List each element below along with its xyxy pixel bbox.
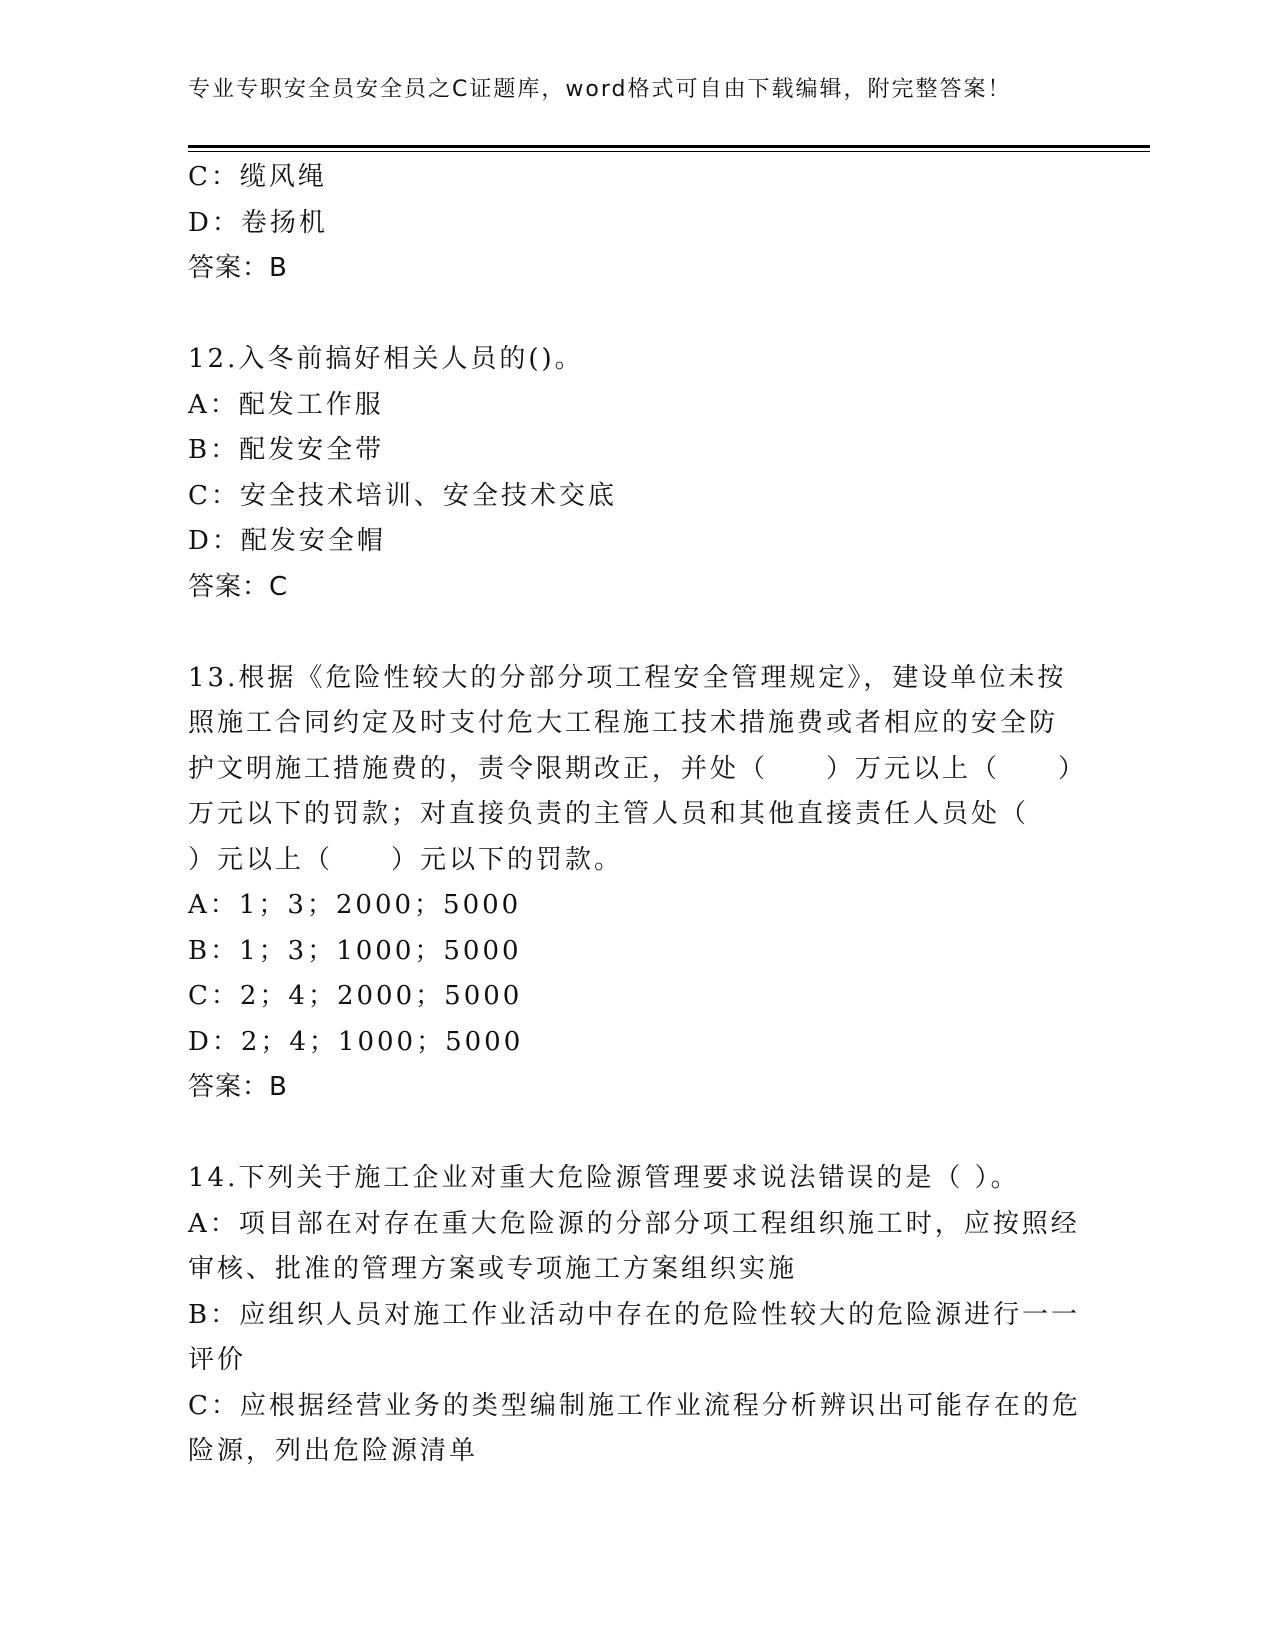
q13-option-c: C：2；4；2000；5000: [188, 981, 523, 1011]
q13-option-b: B：1；3；1000；5000: [188, 935, 522, 966]
q12-option-a: A：配发工作服: [188, 389, 384, 420]
header-rule-thin: [188, 151, 1150, 152]
q13-question-line-2: 照施工合同约定及时支付危大工程施工技术措施费或者相应的安全防: [188, 708, 1059, 738]
q14-question: 14.下列关于施工企业对重大危险源管理要求说法错误的是（ ）。: [188, 1163, 1020, 1193]
q13-question-line-5: ）元以上（ ）元以下的罚款。: [188, 844, 624, 875]
q13-answer: 答案：B: [188, 1072, 288, 1102]
q12-option-b: B：配发安全带: [188, 435, 385, 465]
q12-option-c: C：安全技术培训、安全技术交底: [188, 480, 617, 511]
q14-option-b-line-1: B：应组织人员对施工作业活动中存在的危险性较大的危险源进行一一: [188, 1299, 1081, 1330]
q12-answer: 答案：C: [188, 571, 289, 602]
q14-option-c-line-2: 险源，列出危险源清单: [188, 1436, 479, 1466]
q13-option-a: A：1；3；2000；5000: [188, 890, 522, 920]
question-content: [188, 155, 1088, 1475]
q12-option-d: D：配发安全帽: [188, 526, 386, 556]
q14-option-b-line-2: 评价: [188, 1345, 247, 1375]
page-header: 专业专职安全员安全员之C证题库，word格式可自由下载编辑，附完整答案！: [188, 77, 1012, 102]
q13-question-line-1: 13.根据《危险性较大的分部分项工程安全管理规定》，建设单位未按: [188, 662, 1067, 693]
header-rule-thick: [188, 145, 1150, 148]
q13-question-line-3: 护文明施工措施费的，责令限期改正，并处（ ）万元以上（ ）: [188, 753, 1088, 784]
q13-option-d: D：2；4；1000；5000: [188, 1026, 524, 1057]
q14-option-a-line-2: 审核、批准的管理方案或专项施工方案组织实施: [188, 1254, 798, 1284]
q13-question-line-4: 万元以下的罚款；对直接负责的主管人员和其他直接责任人员处（: [188, 799, 1030, 829]
q12-question: 12.入冬前搞好相关人员的()。: [188, 344, 584, 374]
spacer: [188, 292, 1088, 338]
q14-option-a-line-1: A：项目部在对存在重大危险源的分部分项工程组织施工时，应按照经: [188, 1208, 1080, 1239]
spacer: [188, 1111, 1088, 1157]
q11-option-d: D：卷扬机: [188, 207, 328, 238]
q11-option-c: C：缆风绳: [188, 162, 327, 192]
q14-option-c-line-1: C：应根据经营业务的类型编制施工作业流程分析辨识出可能存在的危: [188, 1390, 1081, 1421]
q11-answer: 答案：B: [188, 253, 288, 283]
spacer: [188, 610, 1088, 656]
